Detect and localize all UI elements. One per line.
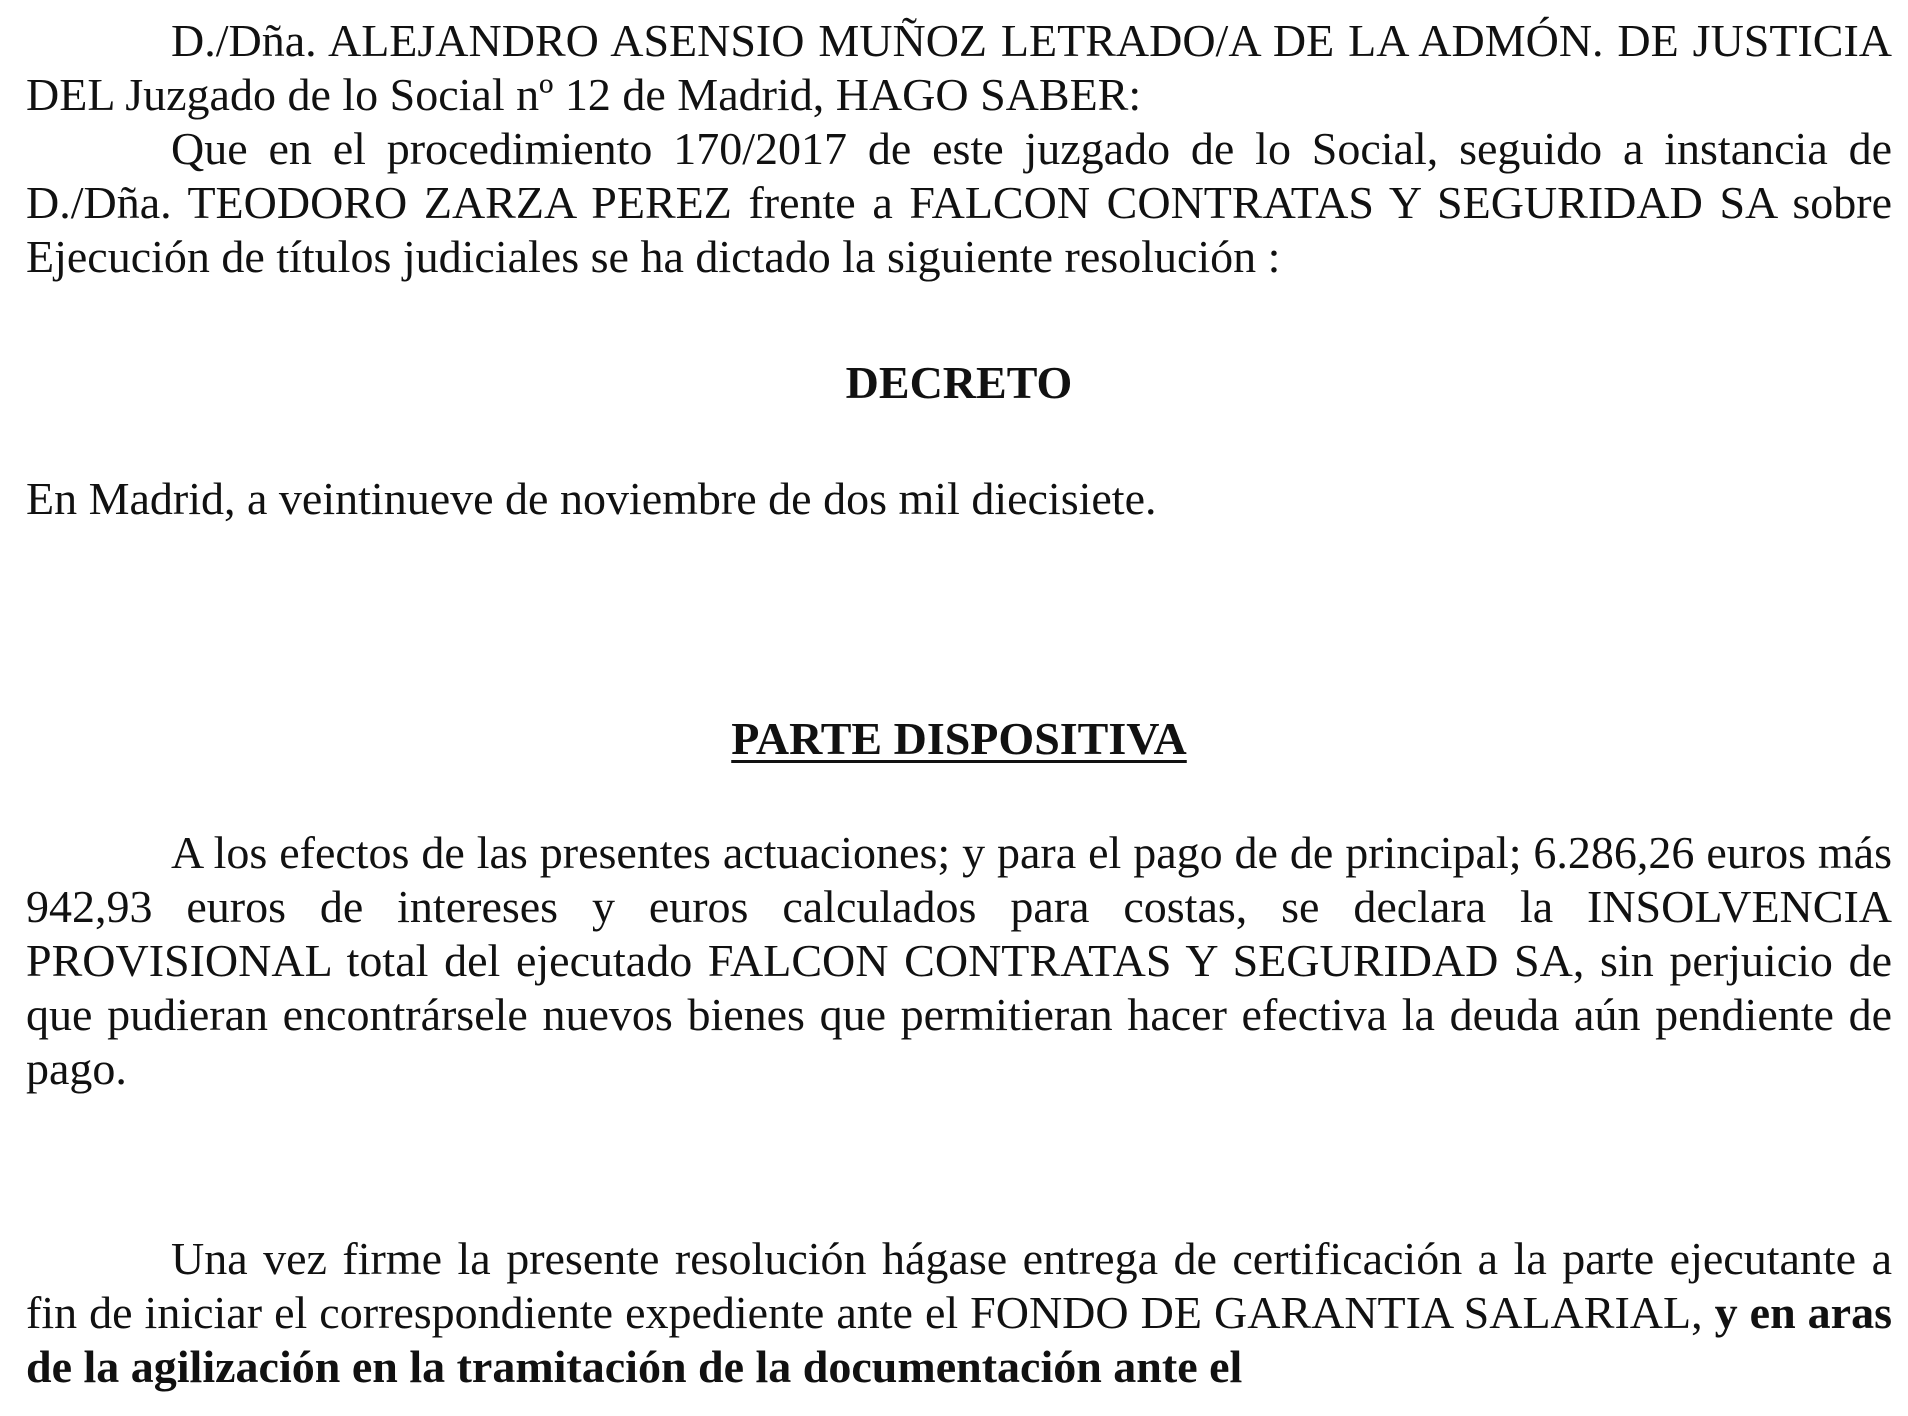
decreto-heading: DECRETO — [845, 357, 1073, 408]
paragraph-2-bold-text: y en aras de la agilización en la tramitación de la documentación ante el — [26, 1287, 1892, 1392]
dispositiva-paragraph-2 — [26, 1232, 1892, 1394]
intro-paragraph: Que en el procedimiento 170/2017 de este juzgado de lo Social, seguido a instancia de D./Dña. TEODORO ZARZA PEREZ frente a FALCON CONTRATAS Y SEGURIDAD SA sobre Ejecución de títulos judiciales se ha dictado la siguiente resolución : — [26, 123, 1892, 282]
header-paragraph — [26, 14, 1892, 122]
document-page — [26, 0, 1892, 1416]
parte-dispositiva-heading: PARTE DISPOSITIVA — [731, 713, 1187, 764]
header-line-1: D./Dña. ALEJANDRO ASENSIO MUÑOZ LETRADO/A DE LA ADMÓN. DE — [171, 15, 1679, 66]
header-line-2: JUSTICIA DEL Juzgado de lo Social nº 12 de Madrid, HAGO SABER: — [26, 15, 1893, 120]
paragraph-2-normal-text: Una vez firme la presente resolución hágase entrega de certificación a la parte ejecutante a fin de iniciar el correspondiente expediente ante el FONDO DE GARANTIA SALARIAL, — [26, 1233, 1892, 1338]
date-line: En Madrid, a veintinueve de noviembre de dos mil diecisiete. — [26, 473, 1157, 524]
dispositiva-paragraph-1: A los efectos de las presentes actuaciones; y para el pago de de principal; 6.286,26 euros más 942,93 euros de intereses y euros calculados para costas, se declara la INSOLVENCIA PROVISIONAL total del ejecutado FALCON CONTRATAS Y SEGURIDAD SA, sin perjuicio de que pudieran encontrársele nuevos bienes que permitieran hacer efectiva la deuda aún pendiente de pago. — [26, 827, 1892, 1094]
